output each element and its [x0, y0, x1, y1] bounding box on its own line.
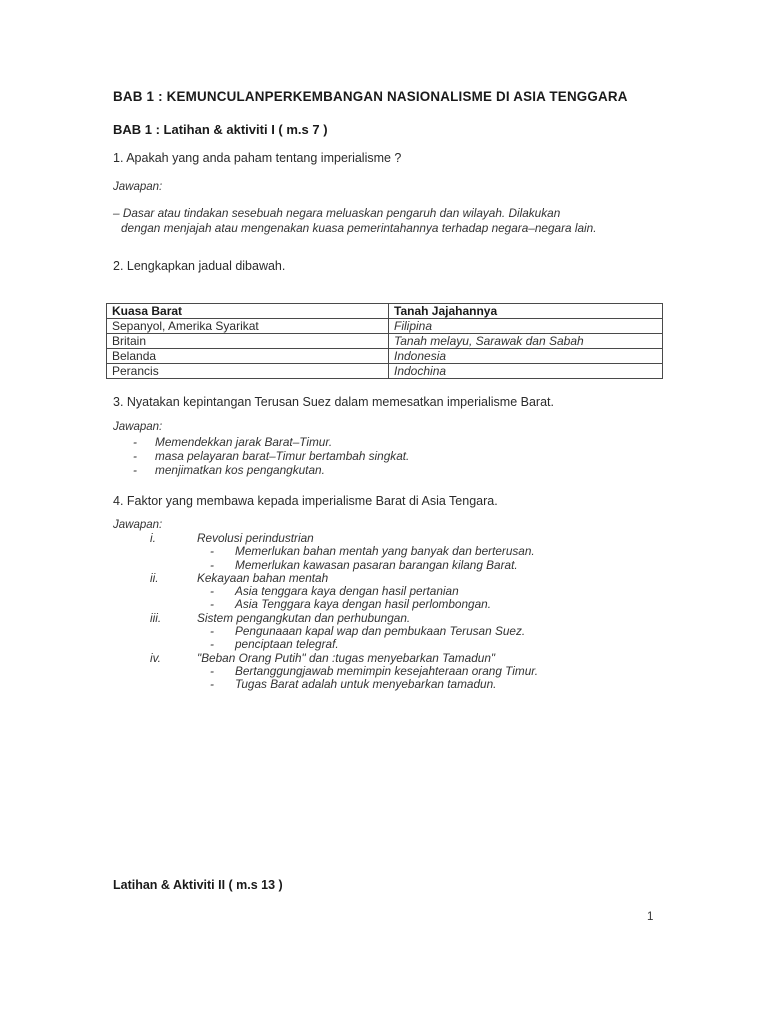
dash-bullet: -	[210, 557, 214, 572]
sub-list-item	[113, 545, 538, 558]
table-row	[107, 349, 663, 364]
roman-numeral: iv.	[150, 650, 161, 665]
list-item-title: Sistem pengangkutan dan perhubungan.	[197, 610, 411, 625]
colonial-powers-table	[106, 303, 663, 379]
question-1-answer-label: Jawapan:	[113, 181, 163, 193]
list-item	[113, 436, 409, 450]
table-cell-jajahan: Indochina	[389, 364, 663, 379]
answer-line: dengan menjajah atau mengenakan kuasa pemerintahannya terhadap negara–negara lain.	[121, 220, 597, 235]
roman-numeral: ii.	[150, 570, 159, 585]
dash-bullet: -	[210, 597, 214, 612]
sub-item-text: Asia Tenggara kaya dengan hasil perlombongan.	[235, 597, 492, 612]
dash-bullet: -	[133, 448, 137, 463]
table-cell-kuasa: Britain	[107, 334, 389, 349]
list-item-title: Revolusi perindustrian	[197, 531, 314, 545]
dash-bullet: -	[210, 544, 214, 559]
list-item-text: masa pelayaran barat–Timur bertambah singkat.	[155, 448, 410, 463]
page-title: BAB 1 : KEMUNCULANPERKEMBANGAN NASIONALISME DI ASIA TENGGARA	[113, 89, 628, 104]
sub-item-text: Bertanggungjawab memimpin kesejahteraan orang Timur.	[235, 663, 539, 678]
table-header-row	[107, 304, 663, 319]
roman-numeral: i.	[150, 531, 156, 545]
list-item	[113, 572, 538, 612]
dash-bullet: -	[210, 584, 214, 599]
answer-line: – Dasar atau tindakan sesebuah negara meluaskan pengaruh dan wilayah. Dilakukan	[113, 206, 561, 220]
sub-item-text: penciptaan telegraf.	[235, 637, 339, 652]
sub-list-item	[113, 665, 538, 678]
list-item-title: Kekayaan bahan mentah	[197, 570, 329, 585]
question-3-answer-list	[113, 436, 409, 477]
table-cell-jajahan: Tanah melayu, Sarawak dan Sabah	[389, 334, 663, 349]
question-4-answer-list	[113, 532, 538, 692]
question-3: 3. Nyatakan kepintangan Terusan Suez dalam memesatkan imperialisme Barat.	[113, 395, 554, 409]
sub-list-item	[113, 678, 538, 691]
question-1: 1. Apakah yang anda paham tentang imperialisme ?	[113, 151, 402, 165]
table-cell-jajahan: Indonesia	[389, 349, 663, 364]
dash-bullet: -	[133, 435, 137, 449]
table-cell-kuasa: Sepanyol, Amerika Syarikat	[107, 319, 389, 334]
sub-list-item	[113, 559, 538, 572]
list-item	[113, 652, 538, 692]
sub-item-text: Memerlukan kawasan pasaran barangan kilang Barat.	[235, 557, 518, 572]
table-row	[107, 334, 663, 349]
sub-list-item	[113, 585, 538, 598]
table-row	[107, 364, 663, 379]
table-header-kuasa-barat: Kuasa Barat	[107, 304, 389, 319]
list-item-title: "Beban Orang Putih" dan :tugas menyebarkan Tamadun"	[197, 650, 496, 665]
table-cell-kuasa: Perancis	[107, 364, 389, 379]
sub-list-item	[113, 598, 538, 611]
section-heading-latihan-2: Latihan & Aktiviti II ( m.s 13 )	[113, 878, 283, 892]
sub-item-text: Asia tenggara kaya dengan hasil pertanian	[235, 584, 459, 599]
question-3-answer-label: Jawapan:	[113, 421, 163, 433]
question-4: 4. Faktor yang membawa kepada imperialisme Barat di Asia Tengara.	[113, 494, 498, 508]
page-number: 1	[647, 911, 654, 923]
sub-item-text: Pengunaaan kapal wap dan pembukaan Terusan Suez.	[235, 624, 526, 639]
dash-bullet: -	[210, 663, 214, 678]
sub-list-item	[113, 638, 538, 651]
list-item	[113, 450, 409, 464]
list-item	[113, 612, 538, 652]
sub-list-item	[113, 625, 538, 638]
table-cell-kuasa: Belanda	[107, 349, 389, 364]
sub-item-text: Tugas Barat adalah untuk menyebarkan tamadun.	[235, 677, 497, 692]
question-4-answer-label: Jawapan:	[113, 519, 163, 531]
question-2: 2. Lengkapkan jadual dibawah.	[113, 259, 286, 273]
dash-bullet: -	[210, 677, 214, 692]
list-item-text: Memendekkan jarak Barat–Timur.	[155, 435, 333, 449]
section-heading-latihan-1: BAB 1 : Latihan & aktiviti I ( m.s 7 )	[113, 122, 328, 137]
list-item	[113, 464, 409, 478]
sub-item-text: Memerlukan bahan mentah yang banyak dan berterusan.	[235, 544, 535, 559]
table-row	[107, 319, 663, 334]
table-header-tanah-jajahannya: Tanah Jajahannya	[389, 304, 663, 319]
roman-numeral: iii.	[150, 610, 162, 625]
dash-bullet: -	[210, 637, 214, 652]
list-item	[113, 532, 538, 572]
list-item-text: menjimatkan kos pengangkutan.	[155, 462, 325, 477]
dash-bullet: -	[133, 462, 137, 477]
question-1-answer	[113, 206, 597, 235]
dash-bullet: -	[210, 624, 214, 639]
table-cell-jajahan: Filipina	[389, 319, 663, 334]
